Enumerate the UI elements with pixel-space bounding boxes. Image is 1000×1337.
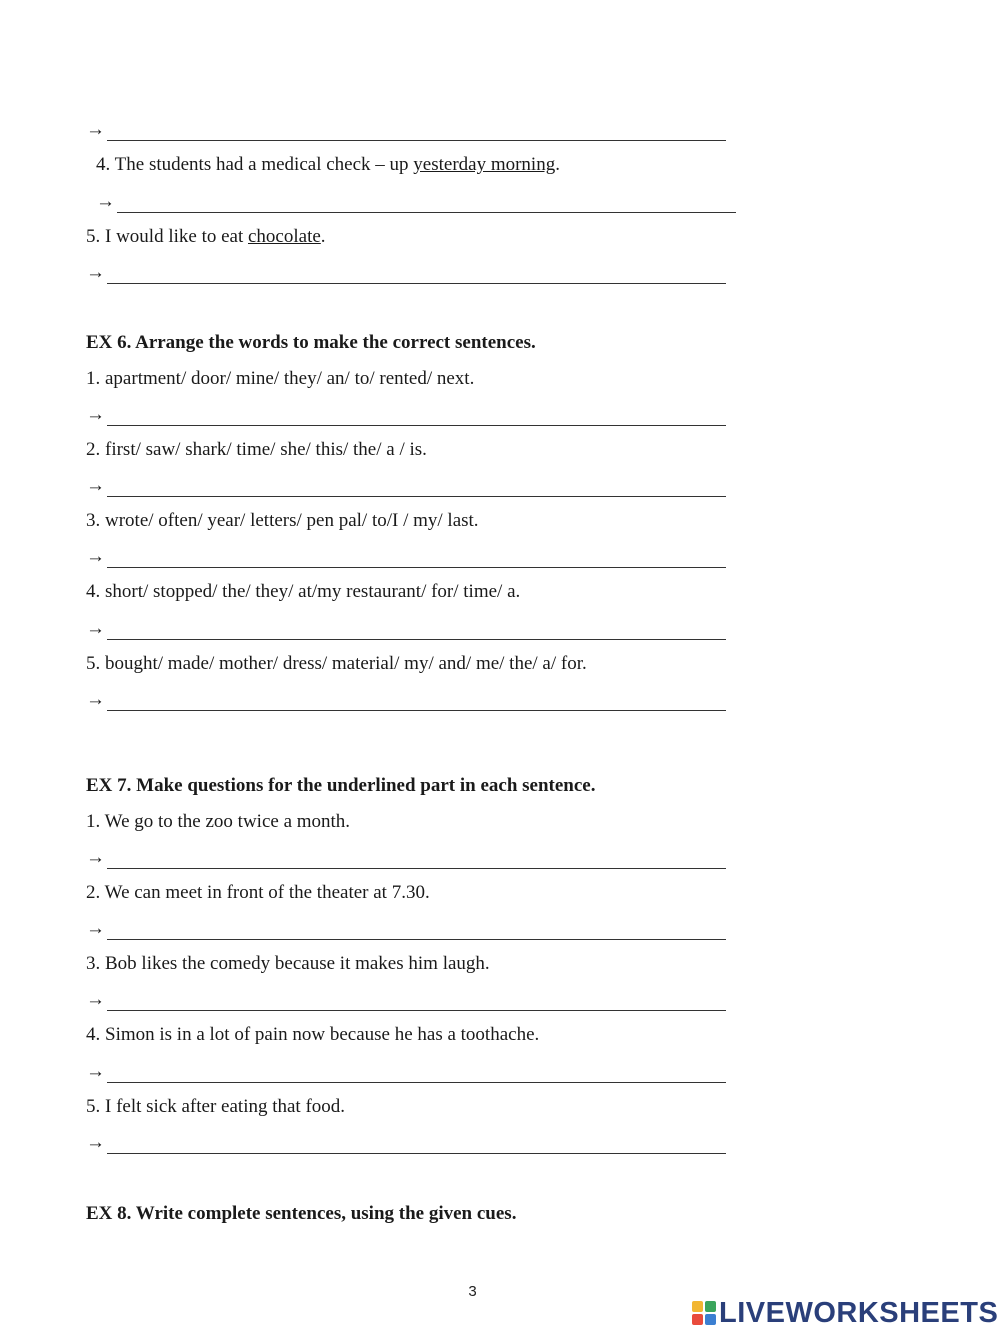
ex7-title: EX 7. Make questions for the underlined part in each sentence. [86, 775, 596, 796]
answer-blank[interactable] [107, 1153, 726, 1154]
exercise-item: 5. bought/ made/ mother/ dress/ material/ my/ and/ me/ the/ a/ for. [86, 653, 587, 674]
arrow-icon: → [86, 1132, 105, 1153]
logo-square [692, 1301, 703, 1312]
arrow-icon: → [86, 918, 105, 939]
arrow-icon: → [86, 1061, 105, 1082]
logo-text: LIVEWORKSHEETS [719, 1296, 999, 1329]
answer-blank[interactable] [107, 639, 726, 640]
exercise-item: 2. first/ saw/ shark/ time/ she/ this/ the/ a / is. [86, 439, 427, 460]
answer-blank[interactable] [107, 868, 726, 869]
arrow-icon: → [86, 262, 105, 283]
arrow-icon: → [86, 404, 105, 425]
arrow-icon: → [86, 475, 105, 496]
answer-line[interactable] [86, 846, 726, 870]
exercise-item: 4. Simon is in a lot of pain now because he has a toothache. [86, 1024, 540, 1045]
liveworksheets-logo[interactable] [692, 1298, 998, 1328]
answer-line[interactable] [86, 474, 726, 498]
answer-line[interactable] [86, 988, 726, 1012]
answer-blank[interactable] [107, 283, 726, 284]
answer-line[interactable] [86, 118, 726, 142]
answer-line[interactable] [96, 190, 736, 214]
answer-blank[interactable] [107, 425, 726, 426]
arrow-icon: → [86, 689, 105, 710]
exercise-item: 5. I would like to eat chocolate. [86, 226, 326, 247]
exercise-item: 2. We can meet in front of the theater at 7.30. [86, 882, 430, 903]
answer-blank[interactable] [107, 1082, 726, 1083]
answer-blank[interactable] [107, 140, 726, 141]
answer-line[interactable] [86, 1060, 726, 1084]
arrow-icon: → [86, 546, 105, 567]
ex8-title: EX 8. Write complete sentences, using the given cues. [86, 1203, 517, 1224]
answer-blank[interactable] [107, 1010, 726, 1011]
exercise-item: 4. short/ stopped/ the/ they/ at/my restaurant/ for/ time/ a. [86, 581, 521, 602]
ex6-title: EX 6. Arrange the words to make the correct sentences. [86, 332, 536, 353]
arrow-icon: → [86, 847, 105, 868]
answer-line[interactable] [86, 545, 726, 569]
answer-line[interactable] [86, 917, 726, 941]
underlined-part: yesterday morning [413, 154, 556, 175]
answer-line[interactable] [86, 1131, 726, 1155]
answer-line[interactable] [86, 617, 726, 641]
answer-line[interactable] [86, 403, 726, 427]
exercise-item: 3. Bob likes the comedy because it makes him laugh. [86, 953, 490, 974]
underlined-part: chocolate [248, 226, 321, 247]
answer-blank[interactable] [107, 496, 726, 497]
logo-square [705, 1314, 716, 1325]
logo-square [692, 1314, 703, 1325]
exercise-item: 4. The students had a medical check – up yesterday morning. [96, 154, 560, 175]
arrow-icon: → [96, 191, 115, 212]
liveworksheets-logo-icon [692, 1301, 716, 1325]
exercise-item: 5. I felt sick after eating that food. [86, 1096, 346, 1117]
exercise-item: 1. apartment/ door/ mine/ they/ an/ to/ rented/ next. [86, 368, 475, 389]
answer-blank[interactable] [107, 567, 726, 568]
answer-blank[interactable] [117, 212, 736, 213]
arrow-icon: → [86, 618, 105, 639]
answer-line[interactable] [86, 261, 726, 285]
logo-square [705, 1301, 716, 1312]
answer-line[interactable] [86, 688, 726, 712]
arrow-icon: → [86, 989, 105, 1010]
exercise-item: 3. wrote/ often/ year/ letters/ pen pal/ to/I / my/ last. [86, 510, 479, 531]
exercise-item: 1. We go to the zoo twice a month. [86, 811, 351, 832]
answer-blank[interactable] [107, 710, 726, 711]
page-number: 3 [468, 1283, 477, 1300]
arrow-icon: → [86, 119, 105, 140]
answer-blank[interactable] [107, 939, 726, 940]
